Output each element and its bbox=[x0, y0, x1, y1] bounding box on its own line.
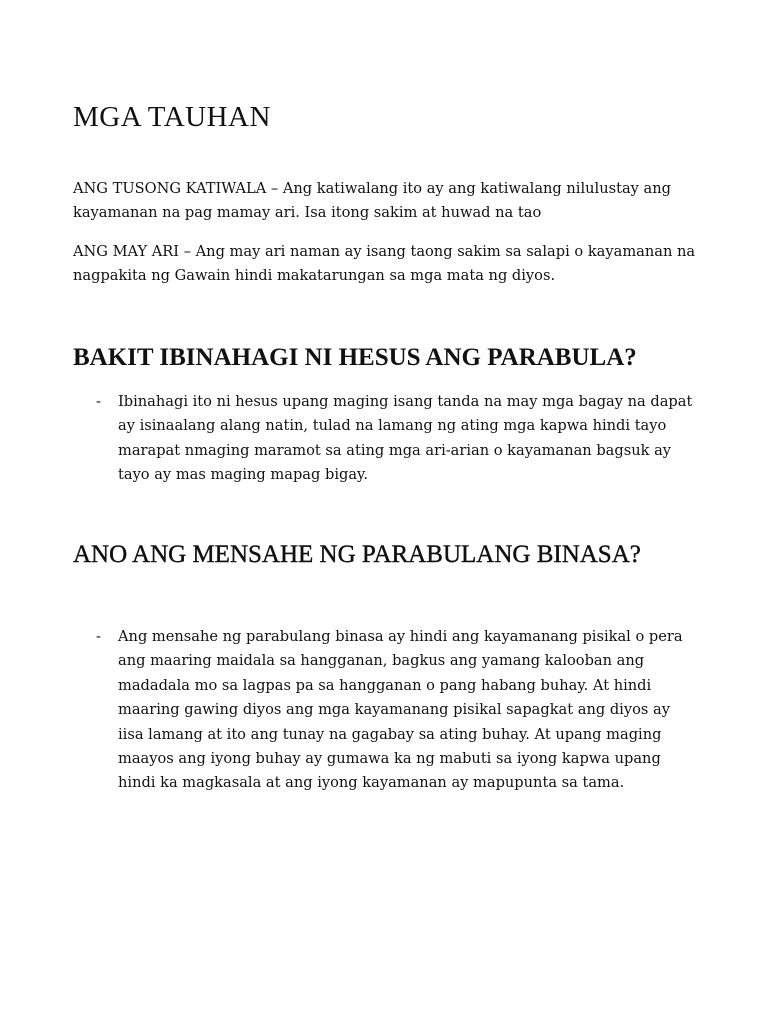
bullet-dash: - bbox=[96, 393, 101, 410]
section-text-mensahe: Ang mensahe ng parabulang binasa ay hindi ang kayamanang pisikal o pera ang maaring maidala sa hangganan, bagkus ang yamang kalooban ang madadala mo sa lagpas pa sa hangganan o pang habang buhay. At hindi maaring gawing diyos ang mga kayamanang pisikal sapagkat ang diyos ay iisa lamang at ito ang tunay na gagabay sa ating buhay. At upang maging maayos ang iyong buhay ay gumawa ka ng mabuti sa iyong kapwa upang hindi ka magkasala at ang iyong kayamanan ay mapupunta sa tama. bbox=[118, 628, 683, 792]
character-description-katiwala: ANG TUSONG KATIWALA – Ang katiwalang ito ay ang katiwalang nilulustay ang kayamanan na pag mamay ari. Isa itong sakim at huwad na tao bbox=[73, 180, 671, 221]
character-description-may-ari: ANG MAY ARI – Ang may ari naman ay isang taong sakim sa salapi o kayamanan na nagpakita ng Gawain hindi makatarungan sa mga mata ng diyos. bbox=[73, 243, 696, 284]
page-title: MGA TAUHAN bbox=[73, 101, 271, 133]
section-heading-mensahe: ANO ANG MENSAHE NG PARABULANG BINASA? bbox=[73, 541, 641, 568]
section-heading-bakit: BAKIT IBINAHAGI NI HESUS ANG PARABULA? bbox=[73, 344, 637, 371]
bullet-dash: - bbox=[96, 628, 101, 645]
section-text-bakit: Ibinahagi ito ni hesus upang maging isang tanda na may mga bagay na dapat ay isinaalang alang natin, tulad na lamang ng ating mga kapwa hindi tayo marapat nmaging maramot sa ating mga ari-arian o kayamanan bagsuk ay tayo ay mas maging mapag bigay. bbox=[118, 393, 693, 484]
